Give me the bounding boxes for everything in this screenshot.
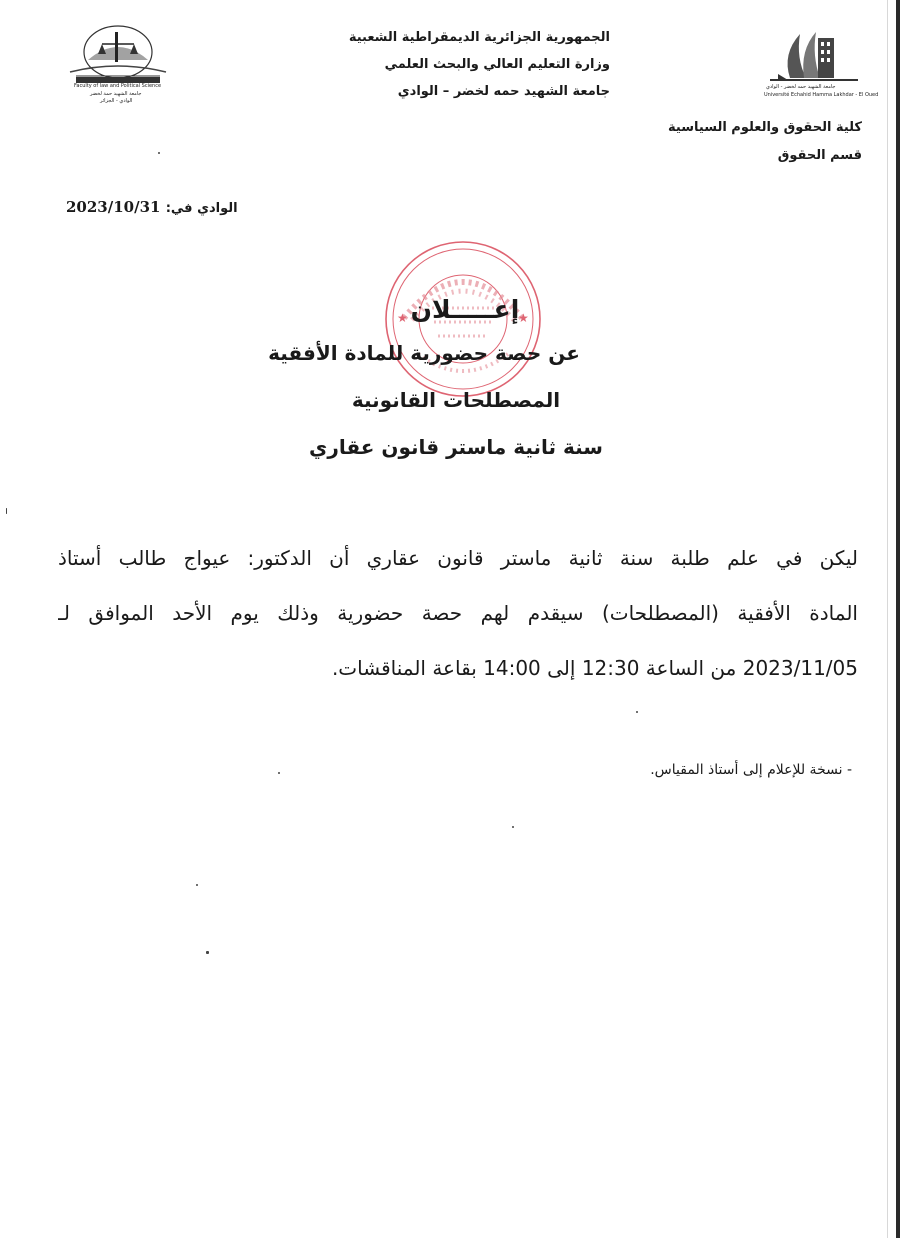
scan-speck [636, 711, 638, 713]
body-line-3: 2023/11/05 من الساعة 12:30 إلى 14:00 بقاعة المناقشات. [331, 656, 858, 680]
faculty-name: كلية الحقوق والعلوم السياسية [668, 120, 862, 135]
page-edge [896, 0, 900, 1238]
date-label: الوادي في: [165, 201, 238, 216]
page-edge-line [887, 0, 888, 1238]
scan-speck [158, 152, 160, 154]
announcement-title-block [260, 290, 660, 471]
scan-speck [6, 508, 7, 514]
scan-speck [278, 772, 280, 774]
body-line-1: ليكن في علم طلبة سنة ثانية ماستر قانون عقاري أن الدكتور: عيواج طالب أستاذ [58, 546, 858, 570]
faculty-logo-caption-city: الوادي - الجزائر [100, 98, 133, 104]
date-value: 2023/10/31 [66, 198, 161, 216]
faculty-logo-caption-ar: جامعة الشهيد حمة لخضر [90, 91, 142, 97]
university-logo [760, 24, 879, 102]
university-line: جامعة الشهيد حمه لخضر – الوادي [397, 84, 610, 99]
scan-speck [196, 884, 198, 886]
official-header [300, 24, 610, 105]
scan-speck [206, 951, 209, 954]
announcement-level-line: سنة ثانية ماستر قانون عقاري [309, 435, 603, 459]
announcement-heading: إعـــــلان [410, 295, 520, 324]
university-logo-caption-ar: جامعة الشهيد حمه لخضر - الوادي [766, 84, 836, 90]
scan-speck [512, 826, 514, 828]
announcement-body [58, 531, 858, 696]
copy-note: - نسخة للإعلام إلى أستاذ المقياس. [650, 762, 852, 778]
announcement-subject-line: عن حصة حضورية للمادة الأفقية [268, 341, 580, 365]
date-line [66, 198, 238, 216]
body-line-2: المادة الأفقية (المصطلحات) سيقدم لهم حصة حضورية وذلك يوم الأحد الموافق لـ [58, 601, 858, 625]
svg-text:★: ★ [397, 311, 408, 325]
faculty-logo [62, 20, 174, 106]
republic-line: الجمهورية الجزائرية الديمقراطية الشعبية [348, 30, 610, 45]
faculty-logo-caption-en: Faculty of law and Political Science [74, 83, 162, 89]
ministry-line: وزارة التعليم العالي والبحث العلمي [384, 57, 610, 72]
svg-text:★: ★ [518, 311, 529, 325]
faculty-block [668, 114, 862, 170]
university-logo-caption-en: Université Echahid Hamma Lakhdar - El Oued [764, 92, 879, 98]
announcement-module-line: المصطلحات القانونية [351, 388, 561, 412]
department-name: قسم الحقوق [777, 148, 862, 163]
